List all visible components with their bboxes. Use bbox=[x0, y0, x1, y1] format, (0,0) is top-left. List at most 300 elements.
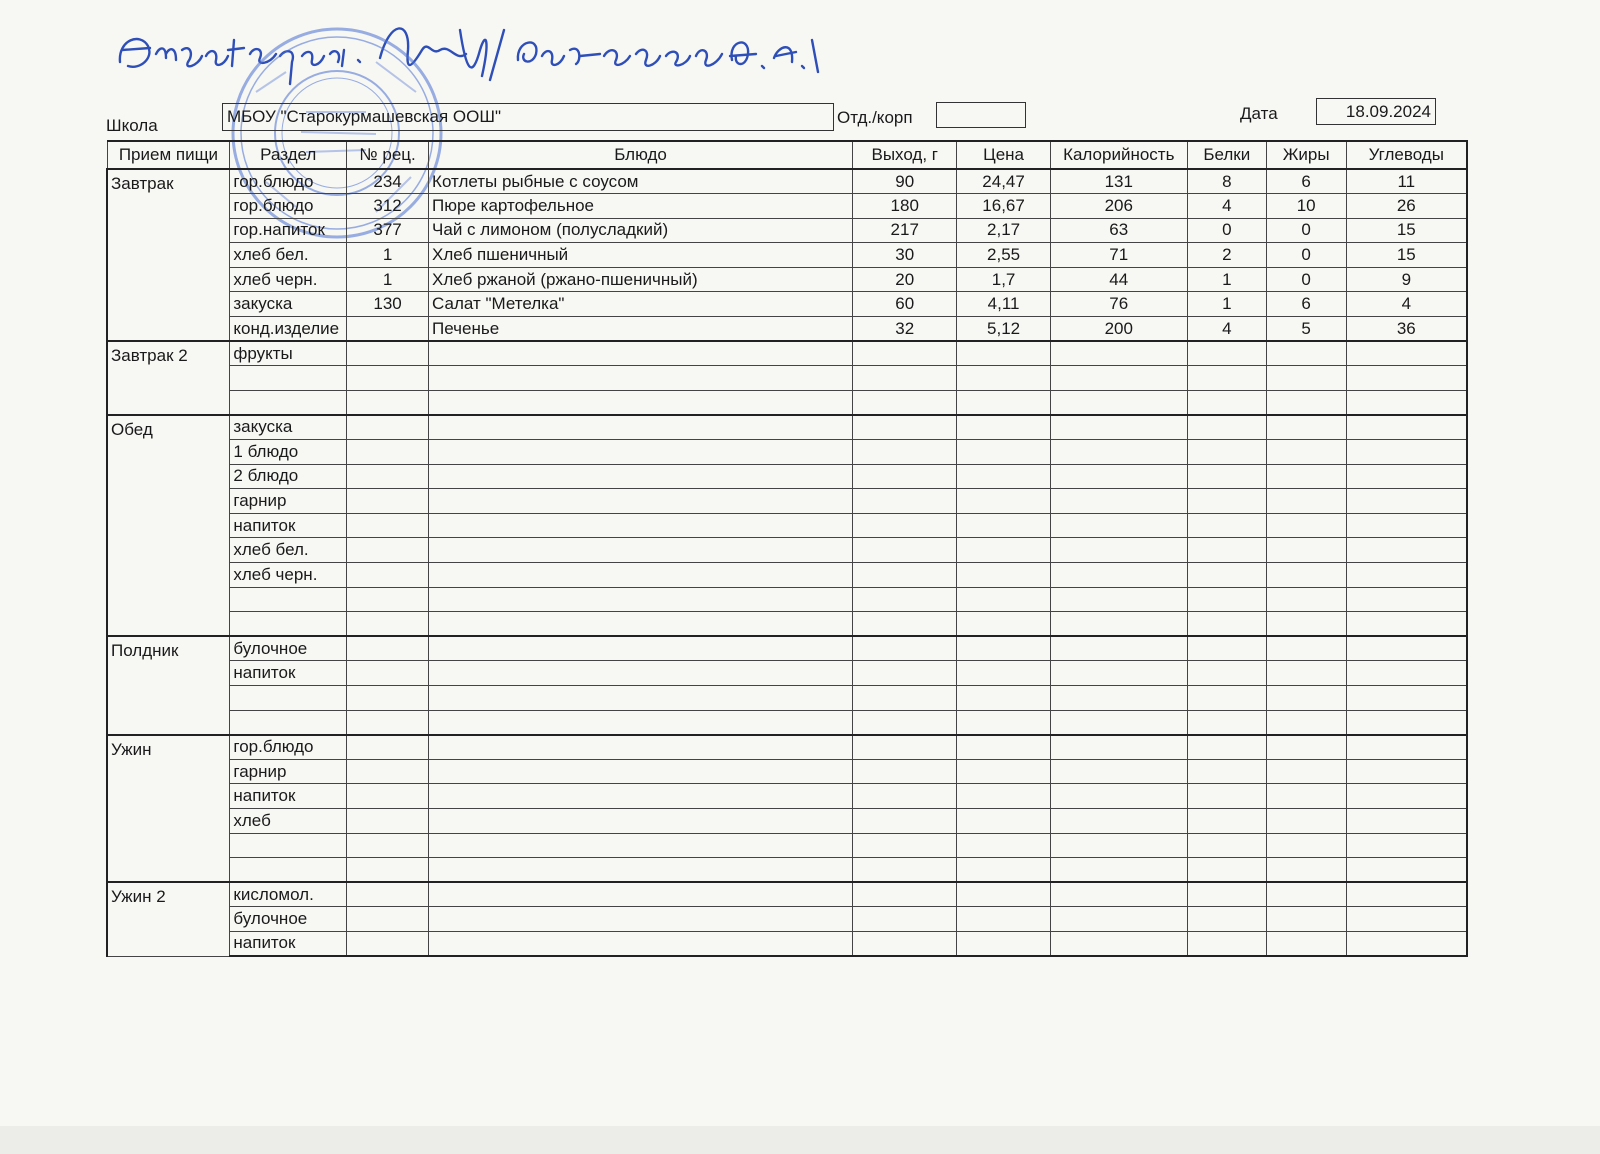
dish-cell bbox=[429, 907, 853, 932]
carbs-cell bbox=[1346, 563, 1467, 588]
table-header-row bbox=[107, 141, 1467, 169]
dish-cell bbox=[429, 882, 853, 907]
output-cell bbox=[853, 440, 957, 465]
proteins-cell bbox=[1187, 489, 1266, 514]
table-row bbox=[107, 267, 1467, 292]
output-cell bbox=[853, 907, 957, 932]
meal-cell: Завтрак 2 bbox=[107, 341, 230, 415]
carbs-cell bbox=[1346, 710, 1467, 735]
table-row bbox=[107, 366, 1467, 391]
calories-cell: 71 bbox=[1050, 243, 1187, 268]
proteins-cell bbox=[1187, 587, 1266, 612]
price-cell bbox=[957, 538, 1050, 563]
fats-cell bbox=[1266, 808, 1346, 833]
output-cell: 32 bbox=[853, 317, 957, 342]
carbs-cell: 36 bbox=[1346, 317, 1467, 342]
recipe-cell bbox=[347, 784, 429, 809]
section-cell bbox=[230, 390, 347, 415]
price-cell bbox=[957, 907, 1050, 932]
carbs-cell bbox=[1346, 685, 1467, 710]
section-cell: хлеб bbox=[230, 808, 347, 833]
recipe-cell bbox=[347, 563, 429, 588]
price-cell bbox=[957, 612, 1050, 637]
recipe-cell bbox=[347, 366, 429, 391]
proteins-cell bbox=[1187, 612, 1266, 637]
price-cell: 4,11 bbox=[957, 292, 1050, 317]
price-cell: 1,7 bbox=[957, 267, 1050, 292]
carbs-cell bbox=[1346, 341, 1467, 366]
calories-cell bbox=[1050, 685, 1187, 710]
col-header-dish: Блюдо bbox=[429, 141, 853, 169]
col-header-price: Цена bbox=[957, 141, 1050, 169]
calories-cell: 63 bbox=[1050, 218, 1187, 243]
menu-table bbox=[106, 140, 1468, 957]
table-row bbox=[107, 194, 1467, 219]
fats-cell bbox=[1266, 464, 1346, 489]
section-cell: фрукты bbox=[230, 341, 347, 366]
dish-cell bbox=[429, 440, 853, 465]
fats-cell bbox=[1266, 563, 1346, 588]
dish-cell bbox=[429, 735, 853, 760]
output-cell bbox=[853, 513, 957, 538]
col-header-section: Раздел bbox=[230, 141, 347, 169]
section-cell: гарнир bbox=[230, 489, 347, 514]
fats-cell bbox=[1266, 907, 1346, 932]
section-cell: напиток bbox=[230, 661, 347, 686]
output-cell: 20 bbox=[853, 267, 957, 292]
section-cell: гор.блюдо bbox=[230, 735, 347, 760]
recipe-cell bbox=[347, 612, 429, 637]
calories-cell bbox=[1050, 784, 1187, 809]
output-cell bbox=[853, 464, 957, 489]
proteins-cell bbox=[1187, 538, 1266, 563]
fats-cell bbox=[1266, 636, 1346, 661]
fats-cell bbox=[1266, 489, 1346, 514]
fats-cell bbox=[1266, 440, 1346, 465]
section-cell: напиток bbox=[230, 784, 347, 809]
table-row bbox=[107, 218, 1467, 243]
carbs-cell: 15 bbox=[1346, 218, 1467, 243]
output-cell bbox=[853, 808, 957, 833]
dish-cell bbox=[429, 808, 853, 833]
fats-cell bbox=[1266, 612, 1346, 637]
price-cell bbox=[957, 685, 1050, 710]
section-cell bbox=[230, 710, 347, 735]
fats-cell bbox=[1266, 587, 1346, 612]
date-field[interactable]: 18.09.2024 bbox=[1316, 98, 1436, 125]
recipe-cell: 1 bbox=[347, 267, 429, 292]
fats-cell bbox=[1266, 366, 1346, 391]
meal-cell: Полдник bbox=[107, 636, 230, 734]
output-cell bbox=[853, 587, 957, 612]
fats-cell bbox=[1266, 833, 1346, 858]
section-cell: 2 блюдо bbox=[230, 464, 347, 489]
calories-cell bbox=[1050, 931, 1187, 956]
proteins-cell bbox=[1187, 366, 1266, 391]
recipe-cell bbox=[347, 931, 429, 956]
output-cell bbox=[853, 661, 957, 686]
calories-cell bbox=[1050, 563, 1187, 588]
calories-cell bbox=[1050, 636, 1187, 661]
fats-cell bbox=[1266, 882, 1346, 907]
section-cell: напиток bbox=[230, 513, 347, 538]
proteins-cell bbox=[1187, 833, 1266, 858]
section-cell: хлеб бел. bbox=[230, 538, 347, 563]
section-cell: хлеб бел. bbox=[230, 243, 347, 268]
col-header-calories: Калорийность bbox=[1050, 141, 1187, 169]
price-cell bbox=[957, 710, 1050, 735]
section-cell: гор.напиток bbox=[230, 218, 347, 243]
dish-cell bbox=[429, 685, 853, 710]
section-cell: гор.блюдо bbox=[230, 194, 347, 219]
recipe-cell bbox=[347, 833, 429, 858]
calories-cell bbox=[1050, 489, 1187, 514]
fats-cell: 0 bbox=[1266, 218, 1346, 243]
fats-cell: 6 bbox=[1266, 169, 1346, 194]
recipe-cell: 377 bbox=[347, 218, 429, 243]
proteins-cell: 8 bbox=[1187, 169, 1266, 194]
carbs-cell bbox=[1346, 784, 1467, 809]
col-header-output: Выход, г bbox=[853, 141, 957, 169]
col-header-fats: Жиры bbox=[1266, 141, 1346, 169]
recipe-cell bbox=[347, 390, 429, 415]
dish-cell bbox=[429, 341, 853, 366]
proteins-cell bbox=[1187, 685, 1266, 710]
proteins-cell bbox=[1187, 784, 1266, 809]
proteins-cell bbox=[1187, 710, 1266, 735]
section-cell: конд.изделие bbox=[230, 317, 347, 342]
price-cell bbox=[957, 661, 1050, 686]
calories-cell bbox=[1050, 612, 1187, 637]
dish-cell bbox=[429, 710, 853, 735]
output-cell bbox=[853, 415, 957, 440]
fats-cell bbox=[1266, 735, 1346, 760]
fats-cell bbox=[1266, 513, 1346, 538]
price-cell bbox=[957, 513, 1050, 538]
carbs-cell: 11 bbox=[1346, 169, 1467, 194]
dish-cell: Печенье bbox=[429, 317, 853, 342]
output-cell: 180 bbox=[853, 194, 957, 219]
table-row bbox=[107, 661, 1467, 686]
proteins-cell: 1 bbox=[1187, 292, 1266, 317]
output-cell bbox=[853, 538, 957, 563]
carbs-cell: 9 bbox=[1346, 267, 1467, 292]
table-row bbox=[107, 735, 1467, 760]
price-cell bbox=[957, 808, 1050, 833]
dish-cell bbox=[429, 833, 853, 858]
carbs-cell: 15 bbox=[1346, 243, 1467, 268]
proteins-cell: 4 bbox=[1187, 317, 1266, 342]
proteins-cell bbox=[1187, 759, 1266, 784]
dish-cell bbox=[429, 415, 853, 440]
output-cell: 30 bbox=[853, 243, 957, 268]
price-cell bbox=[957, 636, 1050, 661]
output-cell bbox=[853, 390, 957, 415]
fats-cell bbox=[1266, 858, 1346, 883]
dish-cell: Салат "Метелка" bbox=[429, 292, 853, 317]
section-cell bbox=[230, 587, 347, 612]
recipe-cell bbox=[347, 858, 429, 883]
proteins-cell: 1 bbox=[1187, 267, 1266, 292]
calories-cell bbox=[1050, 415, 1187, 440]
table-row bbox=[107, 636, 1467, 661]
calories-cell bbox=[1050, 513, 1187, 538]
recipe-cell bbox=[347, 710, 429, 735]
fats-cell bbox=[1266, 759, 1346, 784]
price-cell: 16,67 bbox=[957, 194, 1050, 219]
dish-cell bbox=[429, 513, 853, 538]
proteins-cell bbox=[1187, 415, 1266, 440]
calories-cell: 206 bbox=[1050, 194, 1187, 219]
calories-cell bbox=[1050, 464, 1187, 489]
dept-field[interactable] bbox=[936, 102, 1026, 128]
fats-cell bbox=[1266, 784, 1346, 809]
table-row bbox=[107, 808, 1467, 833]
output-cell bbox=[853, 612, 957, 637]
carbs-cell bbox=[1346, 882, 1467, 907]
fats-cell: 5 bbox=[1266, 317, 1346, 342]
output-cell bbox=[853, 685, 957, 710]
output-cell: 60 bbox=[853, 292, 957, 317]
price-cell: 2,55 bbox=[957, 243, 1050, 268]
recipe-cell bbox=[347, 808, 429, 833]
fats-cell: 10 bbox=[1266, 194, 1346, 219]
proteins-cell bbox=[1187, 563, 1266, 588]
proteins-cell bbox=[1187, 882, 1266, 907]
table-row bbox=[107, 243, 1467, 268]
calories-cell bbox=[1050, 366, 1187, 391]
carbs-cell bbox=[1346, 907, 1467, 932]
proteins-cell bbox=[1187, 858, 1266, 883]
table-row bbox=[107, 292, 1467, 317]
recipe-cell bbox=[347, 587, 429, 612]
carbs-cell bbox=[1346, 464, 1467, 489]
director-signature bbox=[110, 10, 870, 90]
table-row bbox=[107, 587, 1467, 612]
calories-cell bbox=[1050, 808, 1187, 833]
school-label: Школа bbox=[106, 116, 158, 135]
section-cell: закуска bbox=[230, 415, 347, 440]
output-cell bbox=[853, 563, 957, 588]
table-row bbox=[107, 685, 1467, 710]
price-cell bbox=[957, 464, 1050, 489]
carbs-cell bbox=[1346, 735, 1467, 760]
calories-cell bbox=[1050, 882, 1187, 907]
fats-cell bbox=[1266, 415, 1346, 440]
output-cell bbox=[853, 366, 957, 391]
recipe-cell bbox=[347, 341, 429, 366]
meal-cell: Обед bbox=[107, 415, 230, 636]
table-row bbox=[107, 563, 1467, 588]
fats-cell bbox=[1266, 685, 1346, 710]
section-cell: закуска bbox=[230, 292, 347, 317]
recipe-cell: 130 bbox=[347, 292, 429, 317]
dish-cell: Хлеб пшеничный bbox=[429, 243, 853, 268]
price-cell bbox=[957, 390, 1050, 415]
recipe-cell bbox=[347, 685, 429, 710]
recipe-cell bbox=[347, 440, 429, 465]
carbs-cell bbox=[1346, 415, 1467, 440]
dish-cell bbox=[429, 636, 853, 661]
output-cell bbox=[853, 931, 957, 956]
proteins-cell bbox=[1187, 735, 1266, 760]
col-header-recipe: № рец. bbox=[347, 141, 429, 169]
carbs-cell: 26 bbox=[1346, 194, 1467, 219]
calories-cell: 76 bbox=[1050, 292, 1187, 317]
carbs-cell bbox=[1346, 366, 1467, 391]
carbs-cell bbox=[1346, 440, 1467, 465]
table-row bbox=[107, 858, 1467, 883]
carbs-cell bbox=[1346, 808, 1467, 833]
recipe-cell bbox=[347, 464, 429, 489]
col-header-meal: Прием пищи bbox=[107, 141, 230, 169]
dept-label: Отд./корп bbox=[837, 108, 913, 127]
section-cell bbox=[230, 366, 347, 391]
output-cell bbox=[853, 882, 957, 907]
recipe-cell bbox=[347, 882, 429, 907]
fats-cell bbox=[1266, 341, 1346, 366]
table-row bbox=[107, 169, 1467, 194]
calories-cell: 131 bbox=[1050, 169, 1187, 194]
col-header-proteins: Белки bbox=[1187, 141, 1266, 169]
recipe-cell: 1 bbox=[347, 243, 429, 268]
table-row bbox=[107, 489, 1467, 514]
dish-cell bbox=[429, 612, 853, 637]
output-cell bbox=[853, 489, 957, 514]
carbs-cell bbox=[1346, 858, 1467, 883]
table-row bbox=[107, 513, 1467, 538]
fats-cell bbox=[1266, 538, 1346, 563]
section-cell: кисломол. bbox=[230, 882, 347, 907]
price-cell: 24,47 bbox=[957, 169, 1050, 194]
carbs-cell bbox=[1346, 612, 1467, 637]
calories-cell bbox=[1050, 735, 1187, 760]
proteins-cell bbox=[1187, 440, 1266, 465]
output-cell bbox=[853, 784, 957, 809]
recipe-cell bbox=[347, 489, 429, 514]
dish-cell: Котлеты рыбные с соусом bbox=[429, 169, 853, 194]
recipe-cell bbox=[347, 513, 429, 538]
proteins-cell bbox=[1187, 907, 1266, 932]
price-cell bbox=[957, 735, 1050, 760]
proteins-cell: 0 bbox=[1187, 218, 1266, 243]
price-cell bbox=[957, 931, 1050, 956]
output-cell bbox=[853, 833, 957, 858]
proteins-cell bbox=[1187, 341, 1266, 366]
fats-cell: 0 bbox=[1266, 267, 1346, 292]
carbs-cell bbox=[1346, 833, 1467, 858]
proteins-cell bbox=[1187, 931, 1266, 956]
price-cell bbox=[957, 563, 1050, 588]
recipe-cell bbox=[347, 317, 429, 342]
dish-cell: Пюре картофельное bbox=[429, 194, 853, 219]
section-cell: булочное bbox=[230, 636, 347, 661]
calories-cell: 200 bbox=[1050, 317, 1187, 342]
calories-cell: 44 bbox=[1050, 267, 1187, 292]
carbs-cell: 4 bbox=[1346, 292, 1467, 317]
fats-cell bbox=[1266, 661, 1346, 686]
price-cell bbox=[957, 341, 1050, 366]
dish-cell bbox=[429, 931, 853, 956]
carbs-cell bbox=[1346, 759, 1467, 784]
fats-cell bbox=[1266, 931, 1346, 956]
carbs-cell bbox=[1346, 538, 1467, 563]
dish-cell bbox=[429, 563, 853, 588]
price-cell bbox=[957, 833, 1050, 858]
fats-cell: 0 bbox=[1266, 243, 1346, 268]
dish-cell bbox=[429, 390, 853, 415]
section-cell bbox=[230, 858, 347, 883]
table-row bbox=[107, 415, 1467, 440]
price-cell: 5,12 bbox=[957, 317, 1050, 342]
dish-cell bbox=[429, 858, 853, 883]
price-cell bbox=[957, 587, 1050, 612]
section-cell: напиток bbox=[230, 931, 347, 956]
section-cell bbox=[230, 612, 347, 637]
recipe-cell bbox=[347, 415, 429, 440]
price-cell bbox=[957, 784, 1050, 809]
fats-cell bbox=[1266, 710, 1346, 735]
price-cell bbox=[957, 759, 1050, 784]
output-cell bbox=[853, 858, 957, 883]
dish-cell bbox=[429, 784, 853, 809]
carbs-cell bbox=[1346, 661, 1467, 686]
carbs-cell bbox=[1346, 931, 1467, 956]
dish-cell: Хлеб ржаной (ржано-пшеничный) bbox=[429, 267, 853, 292]
recipe-cell bbox=[347, 661, 429, 686]
meal-cell: Ужин 2 bbox=[107, 882, 230, 956]
recipe-cell bbox=[347, 735, 429, 760]
section-cell bbox=[230, 833, 347, 858]
section-cell bbox=[230, 685, 347, 710]
output-cell bbox=[853, 636, 957, 661]
table-row bbox=[107, 710, 1467, 735]
carbs-cell bbox=[1346, 390, 1467, 415]
calories-cell bbox=[1050, 907, 1187, 932]
menu-table-body bbox=[107, 169, 1467, 956]
dish-cell: Чай с лимоном (полусладкий) bbox=[429, 218, 853, 243]
dish-cell bbox=[429, 661, 853, 686]
output-cell bbox=[853, 710, 957, 735]
calories-cell bbox=[1050, 858, 1187, 883]
proteins-cell bbox=[1187, 390, 1266, 415]
table-row bbox=[107, 833, 1467, 858]
meal-cell: Завтрак bbox=[107, 169, 230, 341]
table-row bbox=[107, 784, 1467, 809]
section-cell: булочное bbox=[230, 907, 347, 932]
proteins-cell: 4 bbox=[1187, 194, 1266, 219]
school-field[interactable]: МБОУ "Старокурмашевская ООШ" bbox=[222, 103, 834, 131]
calories-cell bbox=[1050, 710, 1187, 735]
section-cell: 1 блюдо bbox=[230, 440, 347, 465]
meal-cell: Ужин bbox=[107, 735, 230, 883]
table-row bbox=[107, 538, 1467, 563]
calories-cell bbox=[1050, 538, 1187, 563]
proteins-cell bbox=[1187, 661, 1266, 686]
calories-cell bbox=[1050, 341, 1187, 366]
dish-cell bbox=[429, 538, 853, 563]
table-row bbox=[107, 317, 1467, 342]
carbs-cell bbox=[1346, 489, 1467, 514]
table-row bbox=[107, 464, 1467, 489]
table-row bbox=[107, 759, 1467, 784]
price-cell bbox=[957, 882, 1050, 907]
fats-cell bbox=[1266, 390, 1346, 415]
recipe-cell: 234 bbox=[347, 169, 429, 194]
recipe-cell bbox=[347, 636, 429, 661]
table-row bbox=[107, 390, 1467, 415]
price-cell bbox=[957, 415, 1050, 440]
